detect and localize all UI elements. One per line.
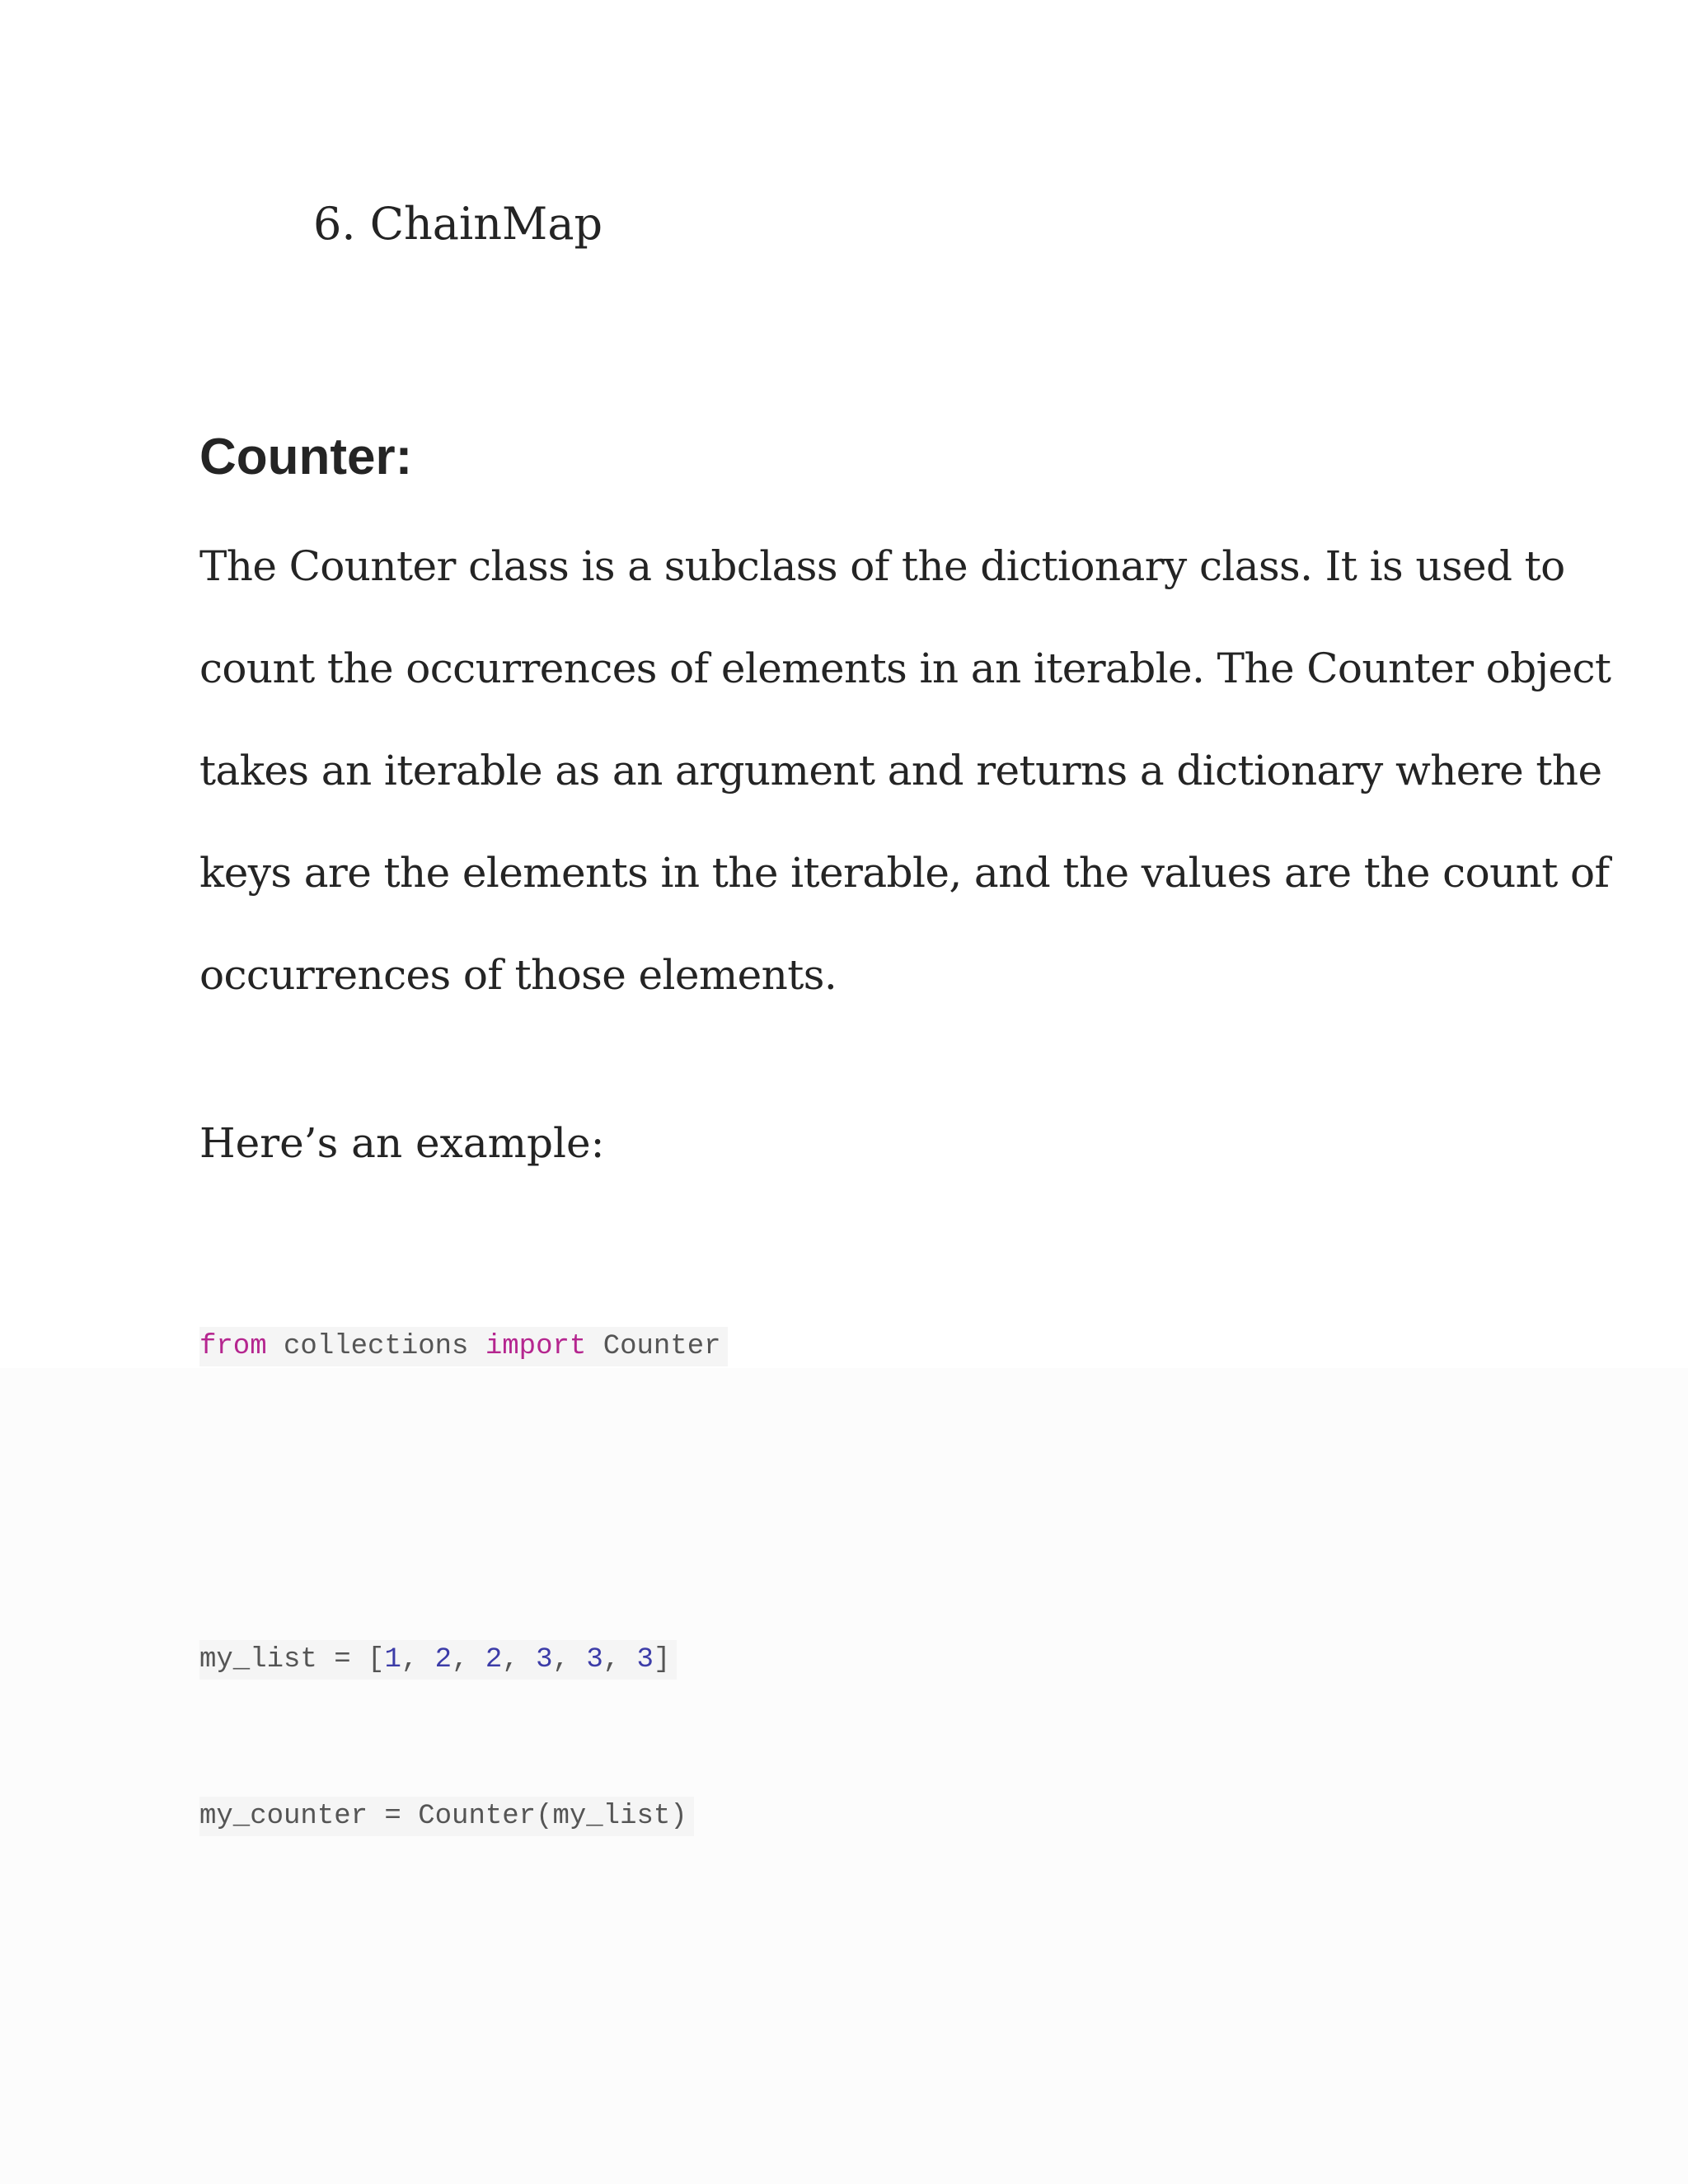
code-separator: , — [552, 1644, 587, 1675]
code-number: 2 — [485, 1644, 503, 1675]
code-separator: , — [502, 1644, 537, 1675]
paragraph-line: keys are the elements in the iterable, and the values are the count of — [199, 849, 1610, 897]
code-line-import — [199, 1327, 728, 1366]
code-keyword: from — [199, 1331, 267, 1362]
code-number: 1 — [384, 1644, 401, 1675]
code-separator: , — [401, 1644, 435, 1675]
code-line-counter — [199, 1797, 694, 1836]
paragraph-line: The Counter class is a subclass of the dictionary class. It is used to — [199, 542, 1565, 590]
paragraph-line: occurrences of those elements. — [199, 951, 837, 999]
section-heading: Counter: — [199, 429, 413, 485]
code-number: 3 — [586, 1644, 603, 1675]
code-number: 3 — [536, 1644, 553, 1675]
code-identifier: Counter — [586, 1331, 721, 1362]
paragraph-line: takes an iterable as an argument and returns a dictionary where the — [199, 747, 1602, 794]
example-intro: Here’s an example: — [199, 1119, 605, 1167]
code-statement: my_counter = Counter(my_list) — [199, 1801, 687, 1832]
code-identifier: my_list = [ — [199, 1644, 385, 1675]
code-block-background — [0, 1368, 1688, 2184]
code-keyword: import — [485, 1331, 587, 1362]
code-line-list — [199, 1640, 677, 1680]
numbered-list-item — [313, 191, 603, 257]
list-item-number: 6. — [313, 198, 356, 250]
list-item-label: ChainMap — [369, 198, 603, 250]
code-separator: , — [452, 1644, 485, 1675]
code-number: 2 — [434, 1644, 452, 1675]
code-number: 3 — [636, 1644, 654, 1675]
code-bracket: ] — [653, 1644, 671, 1675]
paragraph-line: count the occurrences of elements in an iterable. The Counter object — [199, 644, 1611, 692]
code-module: collections — [266, 1331, 485, 1362]
body-paragraph — [199, 515, 1611, 1026]
code-separator: , — [603, 1644, 637, 1675]
